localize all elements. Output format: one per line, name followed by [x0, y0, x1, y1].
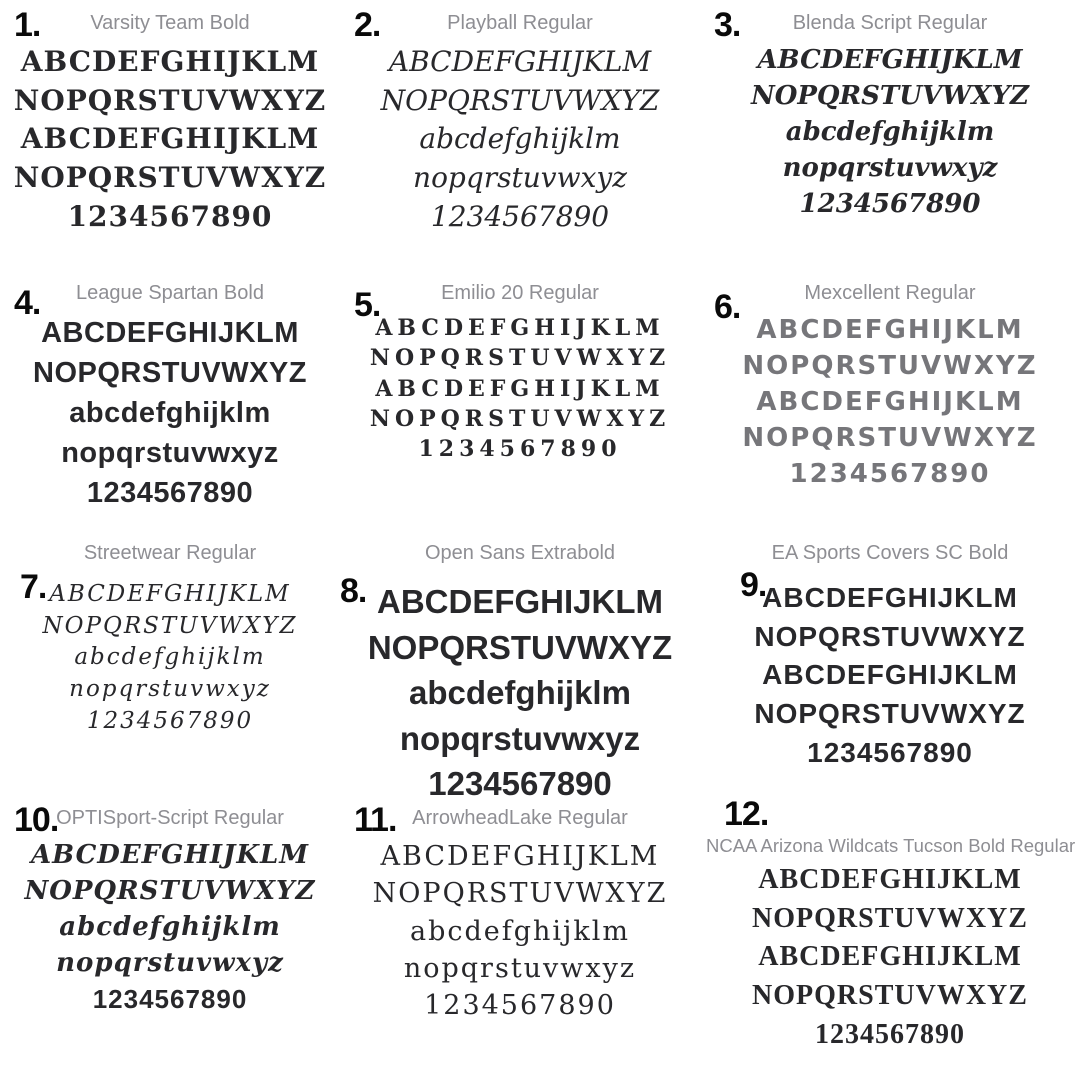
font-sample-playball-regular — [340, 0, 700, 270]
font-number: 1. — [14, 6, 41, 44]
sample-line-lowercase-1: abcdefghijklm — [69, 397, 271, 430]
sample-line-digits: 1234567890 — [430, 199, 610, 233]
sample-line-lowercase-2: nopqrstuvwxyz — [56, 947, 284, 978]
sample-line-uppercase-1: ABCDEFGHIJKLM — [762, 582, 1018, 613]
font-sample-optisport-script-regular — [0, 795, 340, 1080]
sample-line-uppercase-2: NOPQRSTUVWXYZ — [750, 80, 1030, 111]
sample-line-uppercase-1: ABCDEFGHIJKLM — [20, 45, 320, 78]
sample-line-digits: 1234567890 — [92, 983, 248, 1014]
font-title: OPTISport-Script Regular — [56, 807, 284, 829]
font-sample-lines — [346, 313, 694, 465]
font-sample-lines — [6, 313, 334, 513]
sample-line-digits: 1234567890 — [807, 736, 973, 768]
sample-line-uppercase-1: ABCDEFGHIJKLM — [388, 45, 652, 78]
sample-line-uppercase-3: ABCDEFGHIJKLM — [20, 122, 320, 156]
sample-line-lowercase-1: abcdefghijklm — [409, 674, 631, 712]
font-sample-lines — [6, 579, 334, 738]
sample-line-uppercase-2: NOPQRSTUVWXYZ — [369, 345, 671, 372]
sample-line-lowercase-2: nopqrstuvwxyz — [69, 676, 271, 703]
font-sample-ea-sports-covers-sc-bold — [700, 530, 1080, 795]
font-sample-lines — [6, 43, 334, 236]
font-number: 6. — [714, 288, 741, 326]
font-sample-lines — [706, 43, 1074, 222]
sample-line-digits: 1234567890 — [418, 436, 622, 463]
font-title: Blenda Script Regular — [792, 12, 988, 34]
sample-line-digits: 1234567890 — [815, 1018, 965, 1050]
sample-line-uppercase-4: NOPQRSTUVWXYZ — [369, 406, 671, 433]
sample-line-uppercase-1: ABCDEFGHIJKLM — [30, 840, 310, 870]
font-sample-blenda-script-regular — [700, 0, 1080, 270]
sample-line-digits: 1234567890 — [424, 990, 616, 1021]
font-sample-emilio-20-regular — [340, 270, 700, 530]
sample-line-lowercase-2: nopqrstuvwxyz — [61, 437, 279, 470]
sample-line-uppercase-2: NOPQRSTUVWXYZ — [372, 878, 668, 910]
font-sample-open-sans-extrabold — [340, 530, 700, 803]
font-number: 10. — [14, 801, 59, 839]
sample-line-uppercase-1: ABCDEFGHIJKLM — [380, 841, 660, 872]
sample-line-uppercase-4: NOPQRSTUVWXYZ — [754, 697, 1026, 729]
sample-line-digits: 1234567890 — [789, 458, 991, 489]
sample-line-uppercase-2: NOPQRSTUVWXYZ — [33, 357, 307, 390]
font-number: 9. — [740, 566, 767, 604]
font-title: Varsity Team Bold — [90, 12, 250, 34]
sample-line-lowercase-1: abcdefghijklm — [74, 644, 266, 671]
sample-line-digits: 1234567890 — [799, 188, 981, 219]
font-number: 12. — [724, 795, 769, 833]
font-sample-ncaa-arizona-wildcats-tucson-bold — [700, 795, 1080, 1080]
font-sample-lines — [706, 579, 1074, 772]
font-title: EA Sports Covers SC Bold — [771, 542, 1009, 564]
font-sample-arrowheadlake-regular — [340, 795, 700, 1080]
font-number: 5. — [354, 286, 381, 324]
font-sample-lines — [706, 313, 1074, 492]
sample-line-digits: 1234567890 — [67, 199, 273, 233]
sample-line-uppercase-1: ABCDEFGHIJKLM — [49, 581, 291, 607]
font-number: 11. — [354, 801, 397, 839]
font-title: Open Sans Extrabold — [424, 542, 616, 564]
font-sample-lines — [346, 838, 694, 1024]
sample-line-uppercase-1: ABCDEFGHIJKLM — [375, 315, 665, 341]
sample-line-digits: 1234567890 — [86, 477, 254, 510]
sample-line-uppercase-2: NOPQRSTUVWXYZ — [380, 83, 660, 117]
sample-line-uppercase-2: NOPQRSTUVWXYZ — [752, 902, 1028, 934]
sample-line-uppercase-3: ABCDEFGHIJKLM — [756, 386, 1024, 417]
font-number: 8. — [340, 572, 367, 610]
sample-line-digits: 1234567890 — [86, 707, 254, 734]
font-title: NCAA Arizona Wildcats Tucson Bold Regular — [706, 835, 1076, 856]
sample-line-uppercase-3: ABCDEFGHIJKLM — [375, 375, 665, 402]
font-sample-lines — [706, 861, 1074, 1054]
sample-line-lowercase-2: nopqrstuvwxyz — [403, 952, 637, 984]
sample-line-lowercase-1: abcdefghijklm — [59, 911, 281, 942]
sample-line-uppercase-2: NOPQRSTUVWXYZ — [13, 83, 327, 117]
font-number: 4. — [14, 284, 41, 322]
sample-line-lowercase-1: abcdefghijklm — [785, 116, 995, 147]
font-sample-lines — [346, 579, 694, 807]
sample-line-uppercase-1: ABCDEFGHIJKLM — [377, 583, 663, 620]
sample-line-uppercase-3: ABCDEFGHIJKLM — [758, 941, 1022, 973]
sample-line-uppercase-1: ABCDEFGHIJKLM — [756, 315, 1024, 345]
sample-line-uppercase-2: NOPQRSTUVWXYZ — [24, 875, 316, 906]
font-title: Playball Regular — [447, 12, 593, 34]
sample-line-lowercase-2: nopqrstuvwxyz — [413, 160, 627, 194]
sample-line-uppercase-2: NOPQRSTUVWXYZ — [42, 612, 298, 639]
font-sample-league-spartan-bold — [0, 270, 340, 530]
sample-line-uppercase-1: ABCDEFGHIJKLM — [41, 317, 299, 349]
sample-line-uppercase-2: NOPQRSTUVWXYZ — [367, 628, 673, 666]
sample-line-uppercase-4: NOPQRSTUVWXYZ — [13, 160, 327, 194]
sample-line-uppercase-2: NOPQRSTUVWXYZ — [742, 350, 1038, 381]
sample-line-uppercase-1: ABCDEFGHIJKLM — [757, 45, 1023, 75]
font-sample-mexcellent-regular — [700, 270, 1080, 530]
font-title: ArrowheadLake Regular — [412, 807, 628, 829]
sample-line-uppercase-3: ABCDEFGHIJKLM — [762, 659, 1018, 691]
font-number: 3. — [714, 6, 741, 44]
sample-line-lowercase-1: abcdefghijklm — [409, 915, 631, 947]
sample-line-lowercase-2: nopqrstuvwxyz — [399, 719, 641, 757]
font-number: 7. — [20, 568, 47, 606]
font-title: Mexcellent Regular — [804, 282, 976, 304]
sample-line-uppercase-4: NOPQRSTUVWXYZ — [742, 422, 1038, 453]
sample-line-uppercase-4: NOPQRSTUVWXYZ — [752, 979, 1028, 1011]
font-title: Streetwear Regular — [83, 542, 257, 564]
font-number: 2. — [354, 6, 381, 44]
sample-line-lowercase-2: nopqrstuvwxyz — [782, 152, 998, 183]
font-sample-streetwear-regular — [0, 530, 340, 795]
font-title: League Spartan Bold — [76, 282, 264, 304]
sample-line-uppercase-2: NOPQRSTUVWXYZ — [754, 620, 1026, 652]
sample-line-digits: 1234567890 — [428, 765, 612, 803]
font-sample-lines — [346, 43, 694, 236]
sample-line-uppercase-1: ABCDEFGHIJKLM — [758, 864, 1022, 895]
font-sample-varsity-team-bold — [0, 0, 340, 270]
sample-line-lowercase-1: abcdefghijklm — [419, 122, 621, 156]
font-sample-lines — [6, 838, 334, 1017]
font-title: Emilio 20 Regular — [441, 282, 599, 304]
